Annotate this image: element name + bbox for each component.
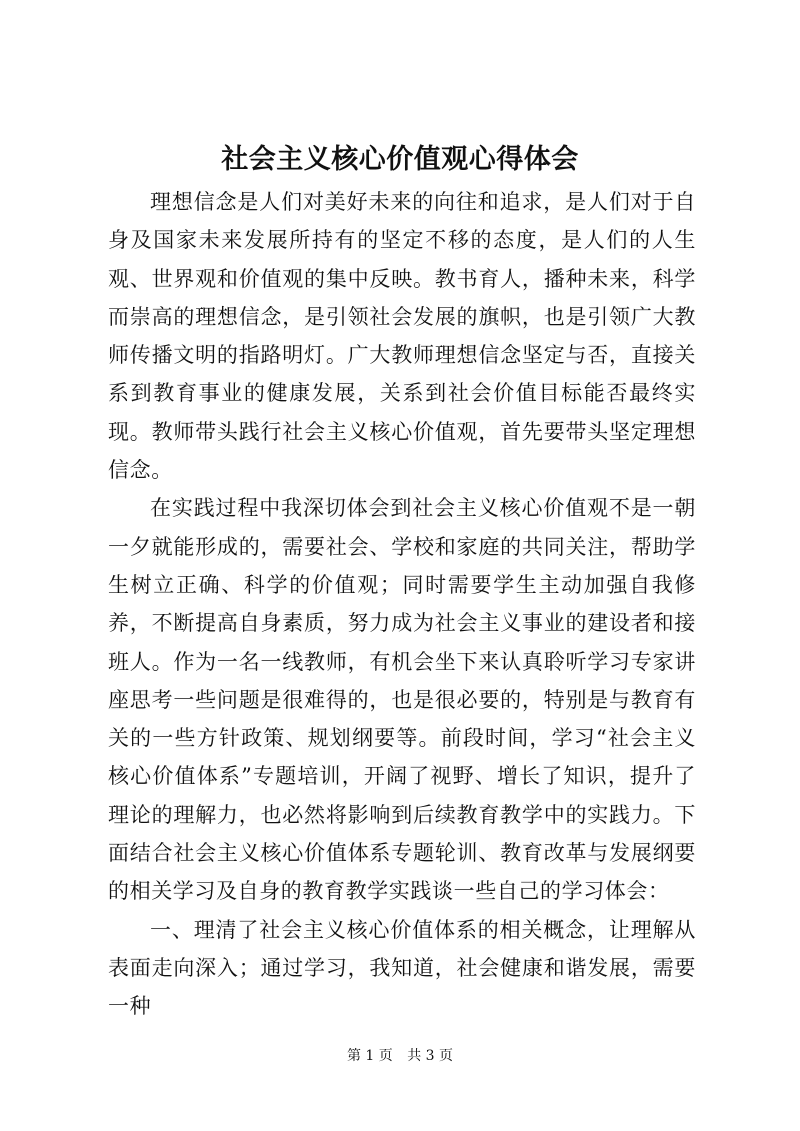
paragraph-2: 在实践过程中我深切体会到社会主义核心价值观不是一朝一夕就能形成的，需要社会、学校和家庭的共同关注，帮助学生树立正确、科学的价值观；同时需要学生主动加强自我修养，不断提高自身素质，努力成为社会主义事业的建设者和接班人。作为一名一线教师，有机会坐下来认真聆听学习专家讲座思考一些问题是很难得的，也是很必要的，特别是与教育有关的一些方针政策、规划纲要等。前段时间，学习“社会主义核心价值体系”专题培训，开阔了视野、增长了知识，提升了理论的理解力，也必然将影响到后续教育教学中的实践力。下面结合社会主义核心价值体系专题轮训、教育改革与发展纲要的相关学习及自身的教育教学实践谈一些自己的学习体会：	[108, 496, 696, 904]
page-total: 共 3 页	[407, 1048, 454, 1064]
document-body	[108, 183, 696, 1026]
document-title: 社会主义核心价值观心得体会	[221, 144, 579, 175]
page-number: 第 1 页	[346, 1048, 393, 1064]
page-footer	[0, 1046, 800, 1066]
paragraph-3: 一、理清了社会主义核心价值体系的相关概念，让理解从表面走向深入；通过学习，我知道，社会健康和谐发展，需要一种	[108, 917, 696, 1019]
paragraph-1: 理想信念是人们对美好未来的向往和追求，是人们对于自身及国家未来发展所持有的坚定不移的态度，是人们的人生观、世界观和价值观的集中反映。教书育人，播种未来，科学而崇高的理想信念，是引领社会发展的旗帜，也是引领广大教师传播文明的指路明灯。广大教师理想信念坚定与否，直接关系到教育事业的健康发展，关系到社会价值目标能否最终实现。教师带头践行社会主义核心价值观，首先要带头坚定理想信念。	[108, 190, 696, 483]
